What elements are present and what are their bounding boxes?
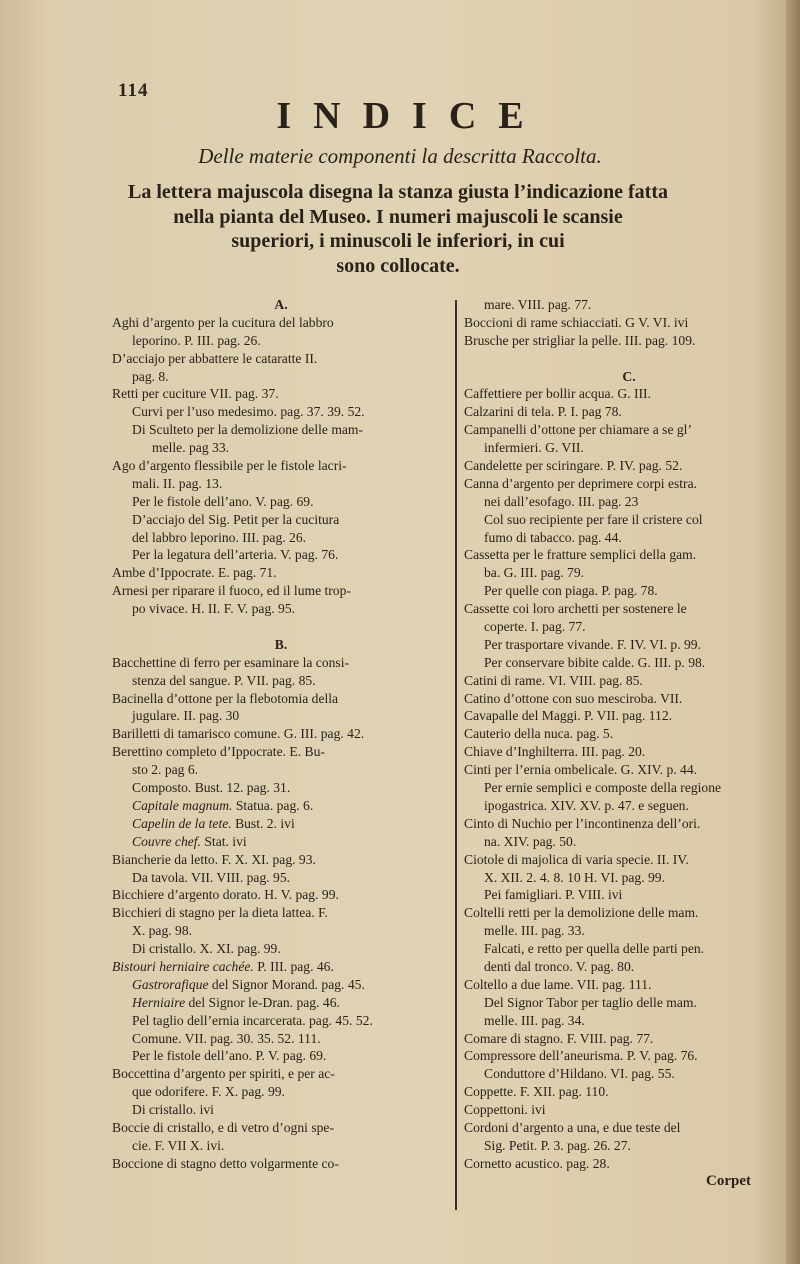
index-entry: Per conservare bibite calde. G. III. p. 98. [484, 654, 706, 670]
index-entry: ba. G. III. pag. 79. [484, 565, 585, 581]
index-entry: Cavapalle del Maggi. P. VII. pag. 112. [464, 708, 673, 724]
index-entry: jugulare. II. pag. 30 [132, 708, 240, 724]
index-entry: Bistouri herniaire cachée. P. III. pag. 46. [112, 958, 334, 974]
index-entry: Di cristallo. ivi [132, 1102, 214, 1118]
index-entry: Cinti per l’ernia ombelicale. G. XIV. p. 44. [464, 762, 698, 778]
index-entry: Per la legatura dell’arteria. V. pag. 76. [132, 547, 339, 563]
column-divider [455, 300, 457, 1210]
intro-line: sono collocate. [336, 254, 460, 277]
index-entry: Bacinella d’ottone per la flebotomia della [112, 690, 339, 706]
index-spacer [112, 618, 450, 636]
index-entry: Col suo recipiente per fare il cristere col [484, 511, 703, 527]
page-title: INDICE [276, 95, 546, 137]
index-entry: Conduttore d’Hildano. VI. pag. 55. [484, 1066, 675, 1082]
index-column-left [112, 296, 450, 1173]
page-subtitle: Delle materie componenti la descritta Raccolta. [198, 144, 602, 168]
index-entry: Chiave d’Inghilterra. III. pag. 20. [464, 744, 646, 760]
index-entry: Bicchieri di stagno per la dieta lattea. F. [112, 905, 328, 921]
index-entry: Candelette per sciringare. P. IV. pag. 52. [464, 458, 683, 474]
index-entry: Curvi per l’uso medesimo. pag. 37. 39. 52. [132, 404, 365, 420]
index-entry: D’acciajo per abbattere le cataratte II. [112, 350, 318, 366]
index-entry: Composto. Bust. 12. pag. 31. [132, 780, 291, 796]
index-entry: X. XII. 2. 4. 8. 10 H. VI. pag. 99. [484, 869, 665, 885]
index-entry: Catini di rame. VI. VIII. pag. 85. [464, 672, 643, 688]
index-entry: Comune. VII. pag. 30. 35. 52. 111. [132, 1030, 321, 1046]
index-entry: mare. VIII. pag. 77. [484, 297, 592, 312]
index-entry: Brusche per strigliar la pelle. III. pag. 109. [464, 332, 696, 348]
index-entry: na. XIV. pag. 50. [484, 833, 577, 849]
index-entry: mali. II. pag. 13. [132, 475, 223, 491]
index-entry: Bacchettine di ferro per esaminare la consi- [112, 654, 350, 670]
index-letter-heading: A. [274, 297, 288, 312]
index-entry: Di cristallo. X. XI. pag. 99. [132, 941, 281, 957]
index-entry: Canna d’argento per deprimere corpi estra. [464, 475, 698, 491]
page-number: 114 [118, 80, 149, 101]
index-entry: denti dal tronco. V. pag. 80. [484, 958, 635, 974]
index-entry: sto 2. pag 6. [132, 762, 199, 778]
index-entry: Cordoni d’argento a una, e due teste del [464, 1119, 681, 1135]
index-entry: Biancherie da letto. F. X. XI. pag. 93. [112, 851, 316, 867]
index-entry: Pel taglio dell’ernia incarcerata. pag. 45. 52. [132, 1012, 373, 1028]
index-entry: Capitale magnum. Statua. pag. 6. [132, 797, 314, 813]
index-letter-heading: B. [274, 636, 288, 652]
index-entry: Capelin de la tete. Bust. 2. ivi [132, 815, 295, 831]
index-entry: Coltello a due lame. VII. pag. 111. [464, 976, 652, 992]
index-entry: Aghi d’argento per la cucitura del labbro [112, 314, 334, 330]
index-entry: Boccione di stagno detto volgarmente co- [112, 1155, 339, 1171]
index-entry: Ciotole di majolica di varia specie. II. IV. [464, 851, 689, 867]
index-entry: del labbro leporino. III. pag. 26. [132, 529, 307, 545]
intro-line: La lettera majuscola disegna la stanza giusta l’indicazione fatta [128, 181, 668, 203]
index-entry: que odorifere. F. X. pag. 99. [132, 1084, 285, 1100]
index-entry: Sig. Petit. P. 3. pag. 26. 27. [484, 1137, 631, 1153]
index-entry: cie. F. VII X. ivi. [132, 1137, 225, 1153]
index-column-right [464, 296, 794, 1173]
index-entry: Cassette coi loro archetti per sostenere le [464, 601, 687, 617]
index-entry: fumo di tabacco. pag. 44. [484, 529, 622, 545]
index-entry: pag. 8. [132, 368, 169, 384]
index-entry: ipogastrica. XIV. XV. p. 47. e seguen. [484, 797, 689, 813]
index-entry: Herniaire del Signor le-Dran. pag. 46. [132, 994, 340, 1010]
index-entry: Compressore dell’aneurisma. P. V. pag. 76. [464, 1048, 698, 1064]
index-entry: Coltelli retti per la demolizione delle mam. [464, 905, 699, 921]
catchword: Corpet [706, 1173, 751, 1189]
index-entry: Campanelli d’ottone per chiamare a se gl’ [464, 422, 692, 438]
index-entry: Per le fistole dell’ano. V. pag. 69. [132, 493, 314, 509]
index-entry: Gastrorafique del Signor Morand. pag. 45. [132, 976, 365, 992]
index-entry: Da tavola. VII. VIII. pag. 95. [132, 869, 291, 885]
index-entry: infermieri. G. VII. [484, 440, 584, 456]
index-entry: Bicchiere d’argento dorato. H. V. pag. 99. [112, 887, 339, 903]
intro-paragraph [118, 180, 678, 278]
index-entry: Di Sculteto per la demolizione delle mam- [132, 422, 364, 438]
index-entry: Coppettoni. ivi [464, 1102, 546, 1118]
index-entry: Coppette. F. XII. pag. 110. [464, 1084, 609, 1100]
index-entry: Ago d’argento flessibile per le fistole lacri- [112, 458, 347, 474]
index-entry: Del Signor Tabor per taglio delle mam. [484, 994, 697, 1010]
index-entry: Arnesi per riparare il fuoco, ed il lume trop- [112, 583, 351, 599]
index-spacer [464, 350, 794, 368]
index-entry: Couvre chef. Stat. ivi [132, 833, 247, 849]
index-entry: Falcati, e retto per quella delle parti pen. [484, 941, 705, 957]
index-entry: Per quelle con piaga. P. pag. 78. [484, 583, 658, 599]
index-entry: Retti per cuciture VII. pag. 37. [112, 386, 279, 402]
index-entry: leporino. P. III. pag. 26. [132, 332, 261, 348]
index-entry: Per ernie semplici e composte della regione [484, 780, 722, 796]
index-entry: coperte. I. pag. 77. [484, 619, 586, 635]
index-entry: Caffettiere per bollir acqua. G. III. [464, 386, 651, 402]
index-entry: Berettino completo d’Ippocrate. E. Bu- [112, 744, 325, 760]
intro-line: superiori, i minuscoli le inferiori, in cui [231, 230, 565, 252]
index-entry: melle. pag 33. [152, 440, 230, 456]
index-entry: Barilletti di tamarisco comune. G. III. pag. 42. [112, 726, 365, 742]
index-entry: Calzarini di tela. P. I. pag 78. [464, 404, 622, 420]
index-entry: Per trasportare vivande. F. IV. VI. p. 99. [484, 636, 702, 652]
index-entry: Ambe d’Ippocrate. E. pag. 71. [112, 565, 277, 581]
index-entry: Boccioni di rame schiacciati. G V. VI. ivi [464, 314, 689, 330]
index-entry: po vivace. H. II. F. V. pag. 95. [132, 601, 296, 617]
index-entry: nei dall’esofago. III. pag. 23 [484, 493, 639, 509]
index-entry: X. pag. 98. [132, 923, 193, 939]
index-entry: Cassetta per le fratture semplici della gam. [464, 547, 697, 563]
index-entry: stenza del sangue. P. VII. pag. 85. [132, 672, 316, 688]
index-entry: Boccie di cristallo, e di vetro d’ogni spe- [112, 1119, 334, 1135]
index-entry: D’acciajo del Sig. Petit per la cucitura [132, 511, 340, 527]
index-entry: Catino d’ottone con suo mesciroba. VII. [464, 690, 683, 706]
index-entry: Per le fistole dell’ano. P. V. pag. 69. [132, 1048, 327, 1064]
index-entry: Pei famigliari. P. VIII. ivi [484, 887, 623, 903]
index-entry: Boccettina d’argento per spiriti, e per ac- [112, 1066, 335, 1082]
index-entry: melle. III. pag. 34. [484, 1012, 585, 1028]
index-letter-heading: C. [622, 368, 636, 384]
index-entry: Cinto di Nuchio per l’incontinenza dell’ori. [464, 815, 701, 831]
index-entry: melle. III. pag. 33. [484, 923, 585, 939]
index-entry: Comare di stagno. F. VIII. pag. 77. [464, 1030, 654, 1046]
intro-line: nella pianta del Museo. I numeri majuscoli le scansie [173, 205, 623, 228]
index-entry: Cauterio della nuca. pag. 5. [464, 726, 614, 742]
index-entry: Cornetto acustico. pag. 28. [464, 1155, 610, 1171]
